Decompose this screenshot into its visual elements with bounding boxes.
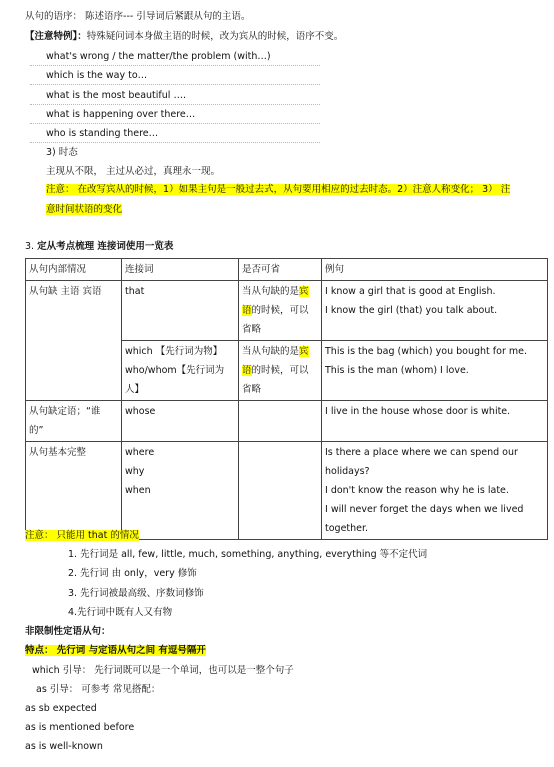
as-example: as sb expected xyxy=(25,703,97,714)
dotted-divider xyxy=(30,84,320,85)
situation-line: 从句缺定语；“谁 xyxy=(29,406,101,417)
list-item: 1. 先行词是 all, few, little, much, something, anything, everything 等不定代词 xyxy=(68,549,428,560)
table-cell xyxy=(239,341,322,401)
which-line: which 引导： 先行词既可以是一个单词，也可以是一整个句子 xyxy=(32,665,294,676)
omit-highlight: 宾 xyxy=(299,286,309,297)
dotted-divider xyxy=(30,123,320,124)
example-sentence: This is the bag (which) you bought for me. xyxy=(325,346,527,357)
table-cell xyxy=(239,281,322,341)
table-cell: that xyxy=(122,281,239,341)
table-cell xyxy=(26,401,122,442)
connector-line: where xyxy=(125,447,155,458)
example-sentence: I know the girl (that) you talk about. xyxy=(325,305,498,316)
table-row xyxy=(26,401,548,442)
tense-note-text: 意时间状语的变化 xyxy=(46,204,123,215)
example-sentence: together. xyxy=(325,523,369,534)
list-item: 4.先行词中既有人又有物 xyxy=(68,607,173,618)
tense-note-line-1 xyxy=(46,183,510,197)
table-cell xyxy=(122,341,239,401)
example-line: what is the most beautiful …. xyxy=(46,90,186,101)
example-line: what is happening over there… xyxy=(46,109,196,120)
connector-line: 人】 xyxy=(125,384,145,395)
omit-highlight: 宾 xyxy=(299,346,309,357)
special-case-line xyxy=(25,30,343,44)
that-only-note xyxy=(25,529,139,543)
omit-highlight: 语 xyxy=(242,305,252,316)
table-header-cell: 连接词 xyxy=(122,259,239,281)
dotted-divider xyxy=(30,65,320,66)
tense-rule: 主现从不限， 主过从必过，真理永一现。 xyxy=(46,166,221,177)
connector-line: why xyxy=(125,466,145,477)
section-title: 定从考点梳理 连接词使用一览表 xyxy=(37,241,174,252)
connector-line: which 【先行词为物】 xyxy=(125,346,223,357)
as-line: as 引导： 可参考 常见搭配： xyxy=(36,684,161,695)
section-heading xyxy=(25,240,173,254)
section-number: 3. xyxy=(25,241,35,252)
table-cell: whose xyxy=(122,401,239,442)
omit-text: 的时候，可以 xyxy=(251,365,309,376)
that-only-text: 注意： 只能用 that 的情况 xyxy=(25,530,139,541)
table-cell: 从句缺 主语 宾语 xyxy=(26,281,122,401)
connector-line: who/whom【先行词为 xyxy=(125,365,225,376)
table-cell xyxy=(322,442,548,540)
word-order-line: 从句的语序： 陈述语序--- 引导词后紧跟从句的主语。 xyxy=(25,11,251,22)
as-example: as is well-known xyxy=(25,741,103,752)
table-header-cell: 例句 xyxy=(322,259,548,281)
omit-text: 省略 xyxy=(242,324,262,335)
table-cell xyxy=(239,442,322,540)
omit-highlight: 语 xyxy=(242,365,252,376)
connector-table xyxy=(25,258,548,540)
situation-line: 的” xyxy=(29,425,44,436)
feature-text: 特点： 先行词 与定语从句之间 有逗号隔开 xyxy=(25,645,206,656)
omit-text: 省略 xyxy=(242,384,262,395)
table-header-row xyxy=(26,259,548,281)
example-line: who is standing there… xyxy=(46,128,159,139)
dotted-divider xyxy=(30,104,320,105)
table-cell xyxy=(122,442,239,540)
omit-text: 的时候，可以 xyxy=(251,305,309,316)
connector-line: when xyxy=(125,485,151,496)
list-item: 3. 先行词被最高级、序数词修饰 xyxy=(68,588,204,599)
table-row xyxy=(26,281,548,341)
tense-note-line-2 xyxy=(46,203,122,217)
example-sentence: I don't know the reason why he is late. xyxy=(325,485,509,496)
special-case-text: 特殊疑问词本身做主语的时候，改为宾从的时候，语序不变。 xyxy=(86,31,344,42)
table-row xyxy=(26,442,548,540)
example-line: which is the way to… xyxy=(46,70,148,81)
table-cell xyxy=(322,341,548,401)
example-sentence: I will never forget the days when we lived xyxy=(325,504,524,515)
table-header-cell: 是否可省 xyxy=(239,259,322,281)
tense-heading: 3) 时态 xyxy=(46,147,78,158)
special-case-label: 【注意特例】： xyxy=(25,31,87,42)
table-cell: 从句基本完整 xyxy=(26,442,122,540)
nonrestrictive-title: 非限制性定语从句： xyxy=(25,626,111,637)
omit-text: 当从句缺的是 xyxy=(242,346,300,357)
example-sentence: holidays? xyxy=(325,466,370,477)
tense-note-text: 注意： 在改写宾从的时候，1）如果主句是一般过去式，从句要用相应的过去时态。2）注意人称变化； 3） 注 xyxy=(46,184,511,195)
example-sentence: I know a girl that is good at English. xyxy=(325,286,496,297)
example-sentence: This is the man (whom) I love. xyxy=(325,365,469,376)
table-cell: I live in the house whose door is white. xyxy=(322,401,548,442)
list-item: 2. 先行词 由 only，very 修饰 xyxy=(68,568,197,579)
table-cell xyxy=(322,281,548,341)
omit-text: 当从句缺的是 xyxy=(242,286,300,297)
as-example: as is mentioned before xyxy=(25,722,135,733)
feature-line xyxy=(25,644,206,658)
dotted-divider xyxy=(30,142,320,143)
table-cell xyxy=(239,401,322,442)
example-sentence: Is there a place where we can spend our xyxy=(325,447,518,458)
table-header-cell: 从句内部情况 xyxy=(26,259,122,281)
example-line: what's wrong / the matter/the problem (with…) xyxy=(46,51,271,62)
